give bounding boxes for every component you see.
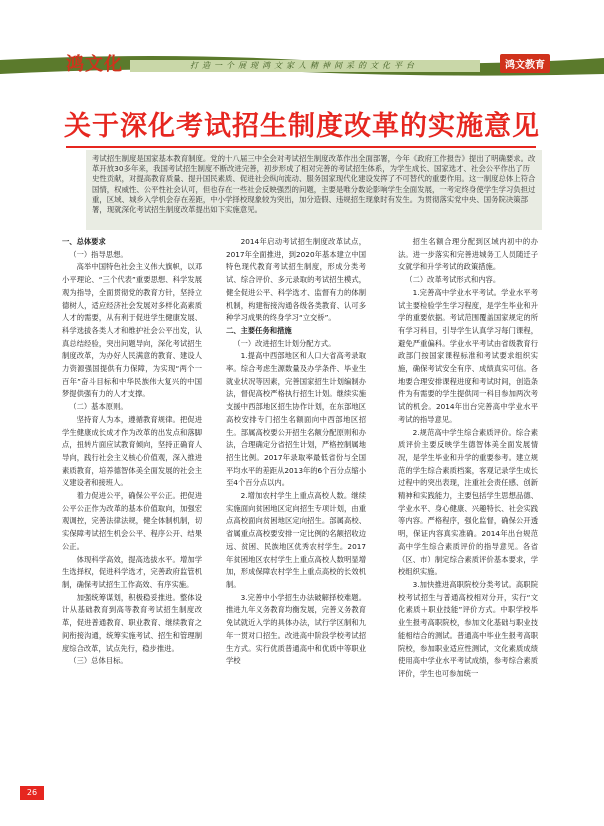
paragraph: 3.完善中小学招生办法破解择校难题。推进九年义务教育均衡发展，完善义务教育免试就近入学的具体办法，试行学区制和九年一贯对口招生。改进高中阶段学校考试招生方式。实行优质普通高中和优质中等职业学校 (226, 592, 366, 666)
subsection-heading: （一）改进招生计划分配方式。 (233, 338, 336, 348)
paragraph: 2.增加农村学生上重点高校人数。继续实施面向贫困地区定向招生专项计划，由重点高校面向贫困地区定向招生。部属高校、省属重点高校要安排一定比例的名额招收边远、贫困、民族地区优秀农村学生。2017年贫困地区农村学生上重点高校人数明显增加，形成保障农村学生上重点高校的长效机制。 (226, 491, 366, 589)
subsection-heading: （一）指导思想。 (69, 249, 128, 259)
page-number: 26 (20, 786, 44, 800)
paragraph: 加强统筹谋划，积极稳妥推进。整体设计从基础教育到高等教育考试招生制度改革，促进普通教育、职业教育、继续教育之间衔接沟通，统筹实施考试、招生和管理制度综合改革，试点先行，稳步推进。 (62, 592, 202, 653)
paragraph: 体现科学高效，提高选拔水平。增加学生选择权，促进科学选才，完善政府监管机制，确保考试招生工作高效、有序实施。 (62, 554, 202, 589)
paragraph: 高举中国特色社会主义伟大旗帜，以邓小平理论、“三个代表”重要思想、科学发展观为指导，全面贯彻党的教育方针，坚持立德树人，适应经济社会发展对多样化高素质人才的需要，从有利于促进学生健康发展、科学选拔各类人才和维护社会公平出发，认真总结经验，突出问题导向，深化考试招生制度改革，为办好人民满意的教育、建设人力资源强国提供有力保障，为实现“两个一百年”奋斗目标和中华民族伟大复兴的中国梦提供强有力的人才支撑。 (62, 262, 202, 399)
brand-logo: 鸿文教育 (500, 54, 550, 73)
title-divider (66, 146, 536, 148)
paragraph: 着力促进公平，确保公平公正。把促进公平公正作为改革的基本价值取向，加强宏观调控，完善法律法规，健全体制机制，切实保障考试招生机会公平、程序公开、结果公正。 (62, 491, 202, 551)
article-title: 关于深化考试招生制度改革的实施意见 (64, 111, 540, 142)
paragraph: 招生名额合理分配到区域内初中的办法。进一步落实和完善进城务工人员随迁子女就学和升学考试的政策措施。 (398, 237, 538, 272)
paragraph: 1.提高中西部地区和人口大省高考录取率。综合考虑生源数量及办学条件、毕业生就业状况等因素，完善国家招生计划编制办法，督促高校严格执行招生计划。继续实施支援中西部地区招生协作计划，在东部地区高校安排专门招生名额面向中西部地区招生。部属高校要公开招生名额分配原则和办法，合理确定分省招生计划，严格控制属地招生比例。2017年录取率最低省份与全国平均水平的差距从2013年的6个百分点缩小至4个百分点以内。 (226, 351, 366, 488)
text-column-3 (398, 236, 538, 816)
paragraph: 2.规范高中学生综合素质评价。综合素质评价主要反映学生德智体美全面发展情况，是学生毕业和升学的重要参考。建立规范的学生综合素质档案，客观记录学生成长过程中的突出表现，注重社会责任感、创新精神和实践能力，主要包括学生思想品德、学业水平、身心健康、兴趣特长、社会实践等内容。严格程序，强化监督，确保公开透明，保证内容真实准确。2014年出台规范高中学生综合素质评价的指导意见。各省（区、市）制定综合素质评价基本要求，学校组织实施。 (398, 427, 538, 577)
text-column-2 (226, 236, 366, 816)
magazine-logo: 鸿文化 (66, 54, 123, 75)
subsection-heading: （三）总体目标。 (69, 656, 128, 666)
header-slogan: 打造一个展现鸿文家人精神间采的文化平台 (190, 61, 418, 70)
section-heading: 一、总体要求 (62, 237, 106, 246)
subsection-heading: （二）改革考试形式和内容。 (405, 275, 501, 285)
subsection-heading: （二）基本原则。 (69, 402, 128, 412)
paragraph: 坚持育人为本，遵循教育规律。把促进学生健康成长成才作为改革的出发点和落脚点，扭转片面应试教育倾向，坚持正确育人导向，践行社会主义核心价值观，深入推进素质教育，培养德智体美全面发展的社会主义建设者和接班人。 (62, 414, 202, 488)
paragraph: 2014年启动考试招生制度改革试点，2017年全面推进，到2020年基本建立中国特色现代教育考试招生制度，形成分类考试、综合评价、多元录取的考试招生模式，健全促进公平、科学选才、监督有力的体制机制，构建衔接沟通各级各类教育、认可多种学习成果的终身学习“立交桥”。 (226, 237, 366, 323)
section-heading: 二、主要任务和措施 (226, 325, 292, 335)
paragraph: 1.完善高中学业水平考试。学业水平考试主要检验学生学习程度，是学生毕业和升学的重要依据。考试范围覆盖国家规定的所有学习科目，引导学生认真学习每门课程，避免严重偏科。学业水平考试由省级教育行政部门按国家课程标准和考试要求组织实施，确保考试安全有序、成绩真实可信。各地要合理安排课程进度和考试时间，创造条件为有需要的学生提供同一科目参加两次考试的机会。2014年出台完善高中学业水平考试的指导意见。 (398, 287, 538, 424)
paragraph: 3.加快推进高职院校分类考试。高职院校考试招生与普通高校相对分开，实行“文化素质＋职业技能”评价方式。中职学校毕业生报考高职院校，参加文化基础与职业技能相结合的测试。普通高中毕业生报考高职院校，参加职业适应性测试，文化素质成绩使用高中学业水平考试成绩，参考综合素质评价，学生也可参加统一 (398, 579, 538, 678)
page-header (0, 0, 604, 86)
text-column-1 (62, 236, 202, 816)
article-intro: 考试招生制度是国家基本教育制度。党的十八届三中全会对考试招生制度改革作出全面部署，今年《政府工作报告》提出了明确要求。改革开放30多年来，我国考试招生制度不断改进完善，初步形成了相对完善的考试招生体系，为学生成长、国家选才、社会公平作出了历史性贡献，对提高教育质量、提升国民素质、促进社会纵向流动、服务国家现代化建设发挥了不可替代的重要作用。这一制度总体上符合国情，权威性、公平性社会认可，但也存在一些社会反映强烈的问题，主要是唯分数论影响学生全面发展，一考定终身使学生学习负担过重，区域、城乡入学机会存在差距，中小学择校现象较为突出，加分造假、违规招生现象时有发生。为贯彻落实党中央、国务院决策部署，现就深化考试招生制度改革提出如下实施意见。 (86, 150, 542, 230)
